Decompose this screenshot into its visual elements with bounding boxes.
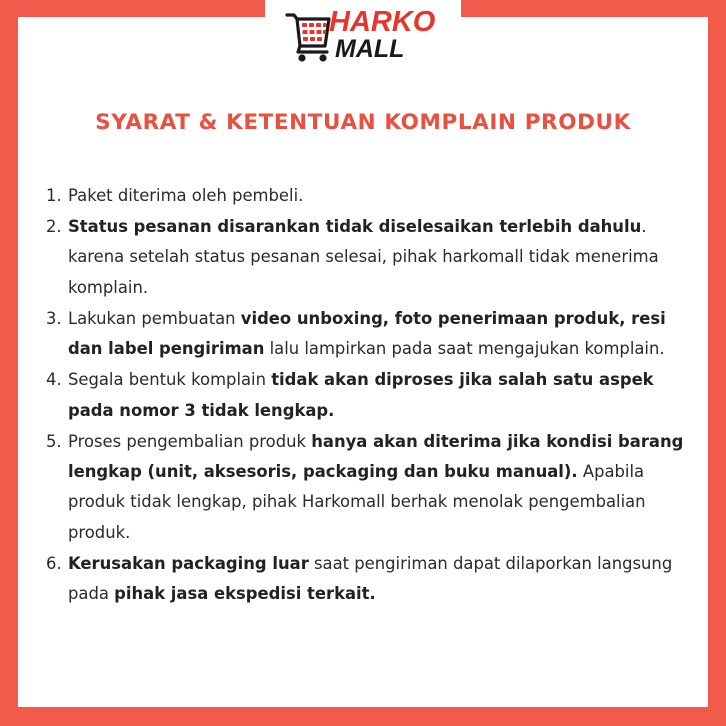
term-text-bold: video unboxing, foto penerimaan produk, resi dan label pengiriman <box>68 308 666 359</box>
term-text: . karena setelah status pesanan selesai, pihak harkomall tidak menerima komplain. <box>68 217 659 297</box>
term-item <box>46 365 686 426</box>
term-text: Lakukan pembuatan <box>68 308 241 328</box>
term-text-bold: hanya akan diterima jika kondisi barang lengkap (unit, aksesoris, packaging dan buku manual). <box>68 431 684 482</box>
term-text: Apabila produk tidak lengkap, pihak Harkomall berhak menolak pengembalian produk. <box>68 462 646 542</box>
term-text: Paket diterima oleh pembeli. <box>68 186 304 205</box>
term-number: 6. <box>46 553 62 573</box>
term-item <box>46 304 686 365</box>
term-text: Segala bentuk komplain <box>68 370 272 390</box>
term-text-bold: pihak jasa ekspedisi terkait. <box>114 584 376 604</box>
term-text-bold: Kerusakan packaging luar <box>68 553 309 573</box>
term-text: lalu lampirkan pada saat mengajukan komplain. <box>264 339 665 359</box>
brand-name-bottom: MALL <box>335 35 405 63</box>
term-text: Proses pengembalian produk <box>68 431 312 451</box>
term-item <box>46 212 686 303</box>
term-item <box>46 427 686 549</box>
term-text: saat pengiriman dapat dilaporkan langsung pada <box>68 553 673 604</box>
term-item <box>46 181 686 211</box>
shopping-cart-icon <box>285 10 335 64</box>
term-number: 5. <box>46 431 62 451</box>
term-number: 4. <box>46 370 62 390</box>
page-title: SYARAT & KETENTUAN KOMPLAIN PRODUK <box>95 110 631 135</box>
term-number: 2. <box>46 217 62 236</box>
term-text-bold: tidak akan diproses jika salah satu aspek pada nomor 3 tidak lengkap. <box>68 370 654 420</box>
term-item <box>46 549 686 610</box>
terms-list <box>46 181 686 610</box>
brand-logo <box>285 8 445 66</box>
brand-name-top: HARKO <box>329 6 436 38</box>
term-number: 1. <box>46 186 62 205</box>
term-text-bold: Status pesanan disarankan tidak diselesaikan terlebih dahulu <box>68 217 642 236</box>
term-number: 3. <box>46 308 62 328</box>
